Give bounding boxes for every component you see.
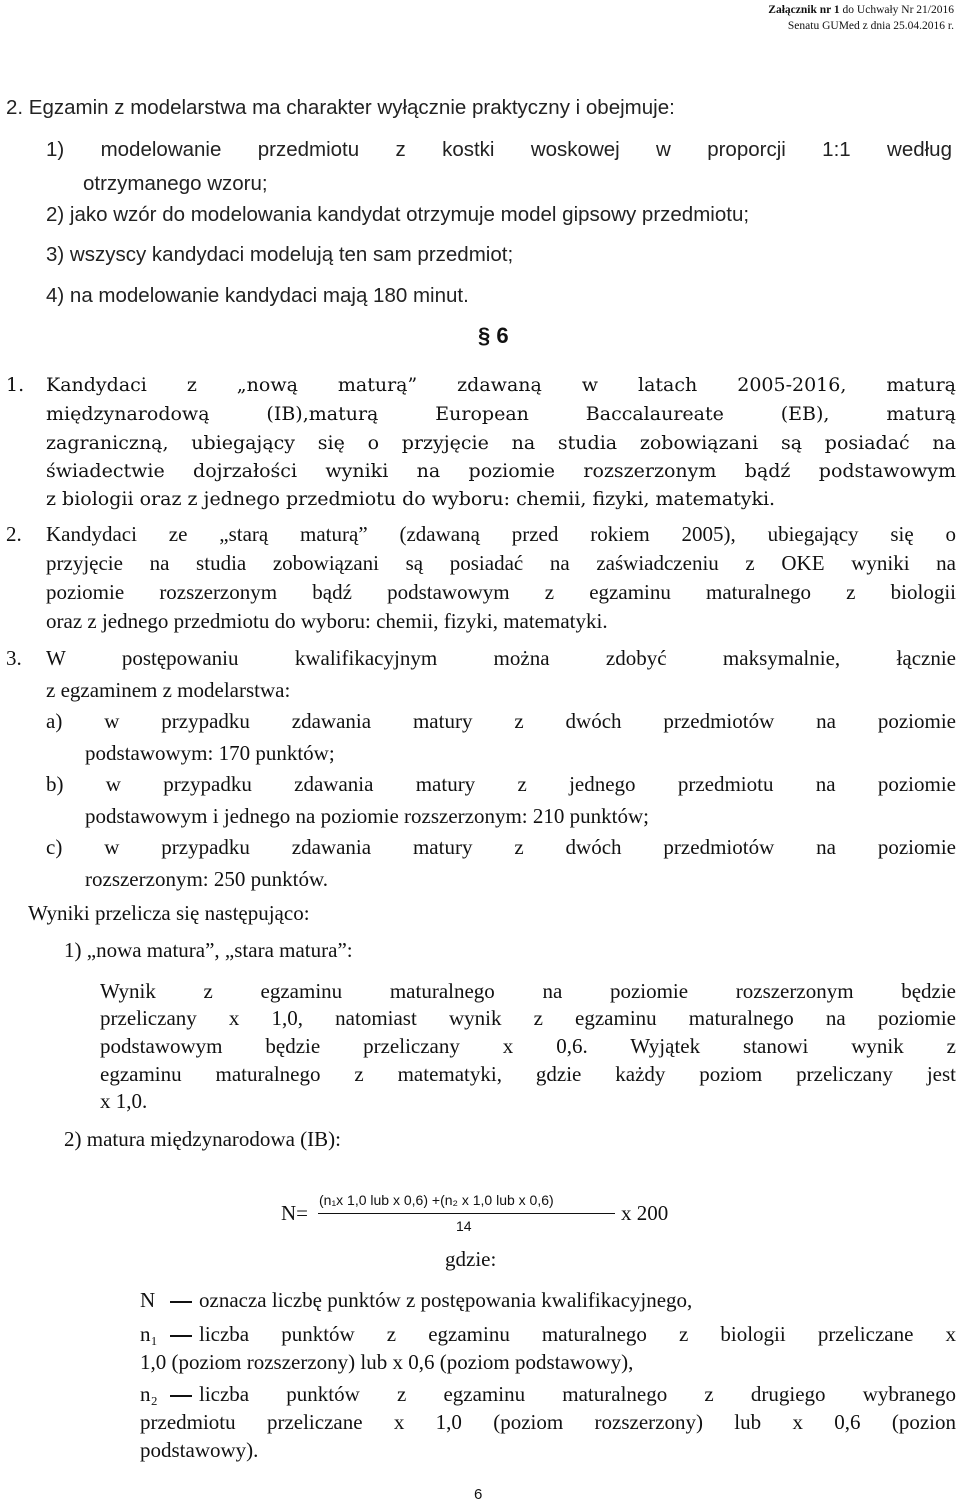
formula-lhs: N= xyxy=(281,1201,309,1225)
header-resolution: do Uchwały Nr 21/2016 xyxy=(839,4,954,16)
option-c-line-2: rozszerzonym: 250 punktów. xyxy=(85,867,328,891)
para-1-line-4: świadectwie dojrzałości wyniki na poziomie rozszerzonym bądź podstawowym xyxy=(46,460,956,482)
list-1-line-3: podstawowym będzie przeliczany x 0,6. Wyjątek stanowi wynik z xyxy=(100,1034,956,1058)
option-b-line-2: podstawowym i jednego na poziomie rozszerzonym: 210 punktów; xyxy=(85,804,649,828)
para-2-number: 2. xyxy=(6,522,22,546)
para-3-line-2: z egzaminem z modelarstwa: xyxy=(46,678,291,702)
def-n1-dash xyxy=(170,1335,192,1337)
section-heading: § 6 xyxy=(478,323,509,348)
para-2-line-4: oraz z jednego przedmiotu do wyboru: chemii, fizyki, matematyki. xyxy=(46,609,608,633)
formula-multiplier: x 200 xyxy=(621,1201,669,1225)
results-intro: Wyniki przelicza się następująco: xyxy=(28,901,310,925)
para-2-line-1: Kandydaci ze „starą maturą” (zdawaną przed rokiem 2005), ubiegający się o xyxy=(46,522,956,546)
header-line-2: Senatu GUMed z dnia 25.04.2016 r. xyxy=(787,20,954,32)
option-c-line-1: c) w przypadku zdawania matury z dwóch przedmiotów na poziomie xyxy=(46,835,956,859)
para-1-line-2: międzynarodową (IB),maturą European Baccalaureate (EB), maturą xyxy=(46,403,956,425)
para-1-number: 1. xyxy=(6,374,25,396)
para-1-line-1: Kandydaci z „nową maturą” zdawaną w latach 2005-2016, maturą xyxy=(46,374,956,396)
def-n-symbol: N xyxy=(140,1288,156,1312)
para-3-line-1: W postępowaniu kwalifikacyjnym można zdobyć maksymalnie, łącznie xyxy=(46,646,956,670)
exam-item-1-cont: otrzymanego wzoru; xyxy=(83,172,268,195)
para-1-line-5: z biologii oraz z jednego przedmiotu do wyboru: chemii, fizyki, matematyki. xyxy=(46,488,776,510)
exam-item-3: 3) wszyscy kandydaci modelują ten sam przedmiot; xyxy=(46,243,514,266)
def-n2-symbol: n₂ xyxy=(140,1382,158,1406)
option-b-line-1: b) w przypadku zdawania matury z jednego przedmiotu na poziomie xyxy=(46,772,956,796)
formula-where: gdzie: xyxy=(445,1247,497,1271)
header-line-1 xyxy=(768,4,954,16)
list-1-line-2: przeliczany x 1,0, natomiast wynik z egzaminu maturalnego na poziomie xyxy=(100,1006,956,1030)
def-n2-line-3: podstawowy). xyxy=(140,1438,259,1462)
list-1-line-4: egzaminu maturalnego z matematyki, gdzie każdy poziom przeliczany jest xyxy=(100,1062,956,1086)
exam-item-2: 2) jako wzór do modelowania kandydat otrzymuje model gipsowy przedmiotu; xyxy=(46,203,750,226)
para-3-number: 3. xyxy=(6,646,22,670)
def-n1-symbol: n₁ xyxy=(140,1322,158,1346)
option-a-line-1: a) w przypadku zdawania matury z dwóch przedmiotów na poziomie xyxy=(46,709,956,733)
option-a-line-2: podstawowym: 170 punktów; xyxy=(85,741,335,765)
fraction-bar xyxy=(318,1213,615,1214)
def-n2-line-2: przedmiotu przeliczane x 1,0 (poziom rozszerzony) lub x 0,6 (pozion xyxy=(140,1410,956,1434)
list-1-label: 1) „nowa matura”, „stara matura”: xyxy=(64,938,353,962)
list-1-line-1: Wynik z egzaminu maturalnego na poziomie rozszerzonym będzie xyxy=(100,979,956,1003)
exam-item-4: 4) na modelowanie kandydaci mają 180 minut. xyxy=(46,284,469,307)
exam-intro: 2. Egzamin z modelarstwa ma charakter wyłącznie praktyczny i obejmuje: xyxy=(6,96,675,119)
def-n1-line-1: liczba punktów z egzaminu maturalnego z biologii przeliczane x xyxy=(199,1322,956,1346)
list-2-label: 2) matura międzynarodowa (IB): xyxy=(64,1127,341,1151)
def-n2-dash xyxy=(170,1395,192,1397)
exam-item-1: 1) modelowanie przedmiotu z kostki woskowej w proporcji 1:1 według xyxy=(46,138,952,161)
formula-numerator: (n₁x 1,0 lub x 0,6) +(n₂ x 1,0 lub x 0,6) xyxy=(319,1192,554,1208)
para-2-line-3: poziomie rozszerzonym bądź podstawowym z egzaminu maturalnego z biologii xyxy=(46,580,956,604)
para-1-line-3: zagraniczną, ubiegający się o przyjęcie na studia zobowiązani są posiadać na xyxy=(46,432,956,454)
para-2-line-2: przyjęcie na studia zobowiązani są posiadać na zaświadczeniu z OKE wyniki na xyxy=(46,551,956,575)
def-n2-line-1: liczba punktów z egzaminu maturalnego z drugiego wybranego xyxy=(199,1382,956,1406)
header-attachment: Załącznik nr 1 xyxy=(768,4,840,16)
page-number: 6 xyxy=(474,1486,483,1503)
def-n-dash xyxy=(170,1301,192,1303)
def-n1-line-2: 1,0 (poziom rozszerzony) lub x 0,6 (poziom podstawowy), xyxy=(140,1350,634,1374)
def-n-text: oznacza liczbę punktów z postępowania kwalifikacyjnego, xyxy=(199,1288,693,1312)
list-1-line-5: x 1,0. xyxy=(100,1089,148,1113)
formula-denominator: 14 xyxy=(456,1218,472,1234)
